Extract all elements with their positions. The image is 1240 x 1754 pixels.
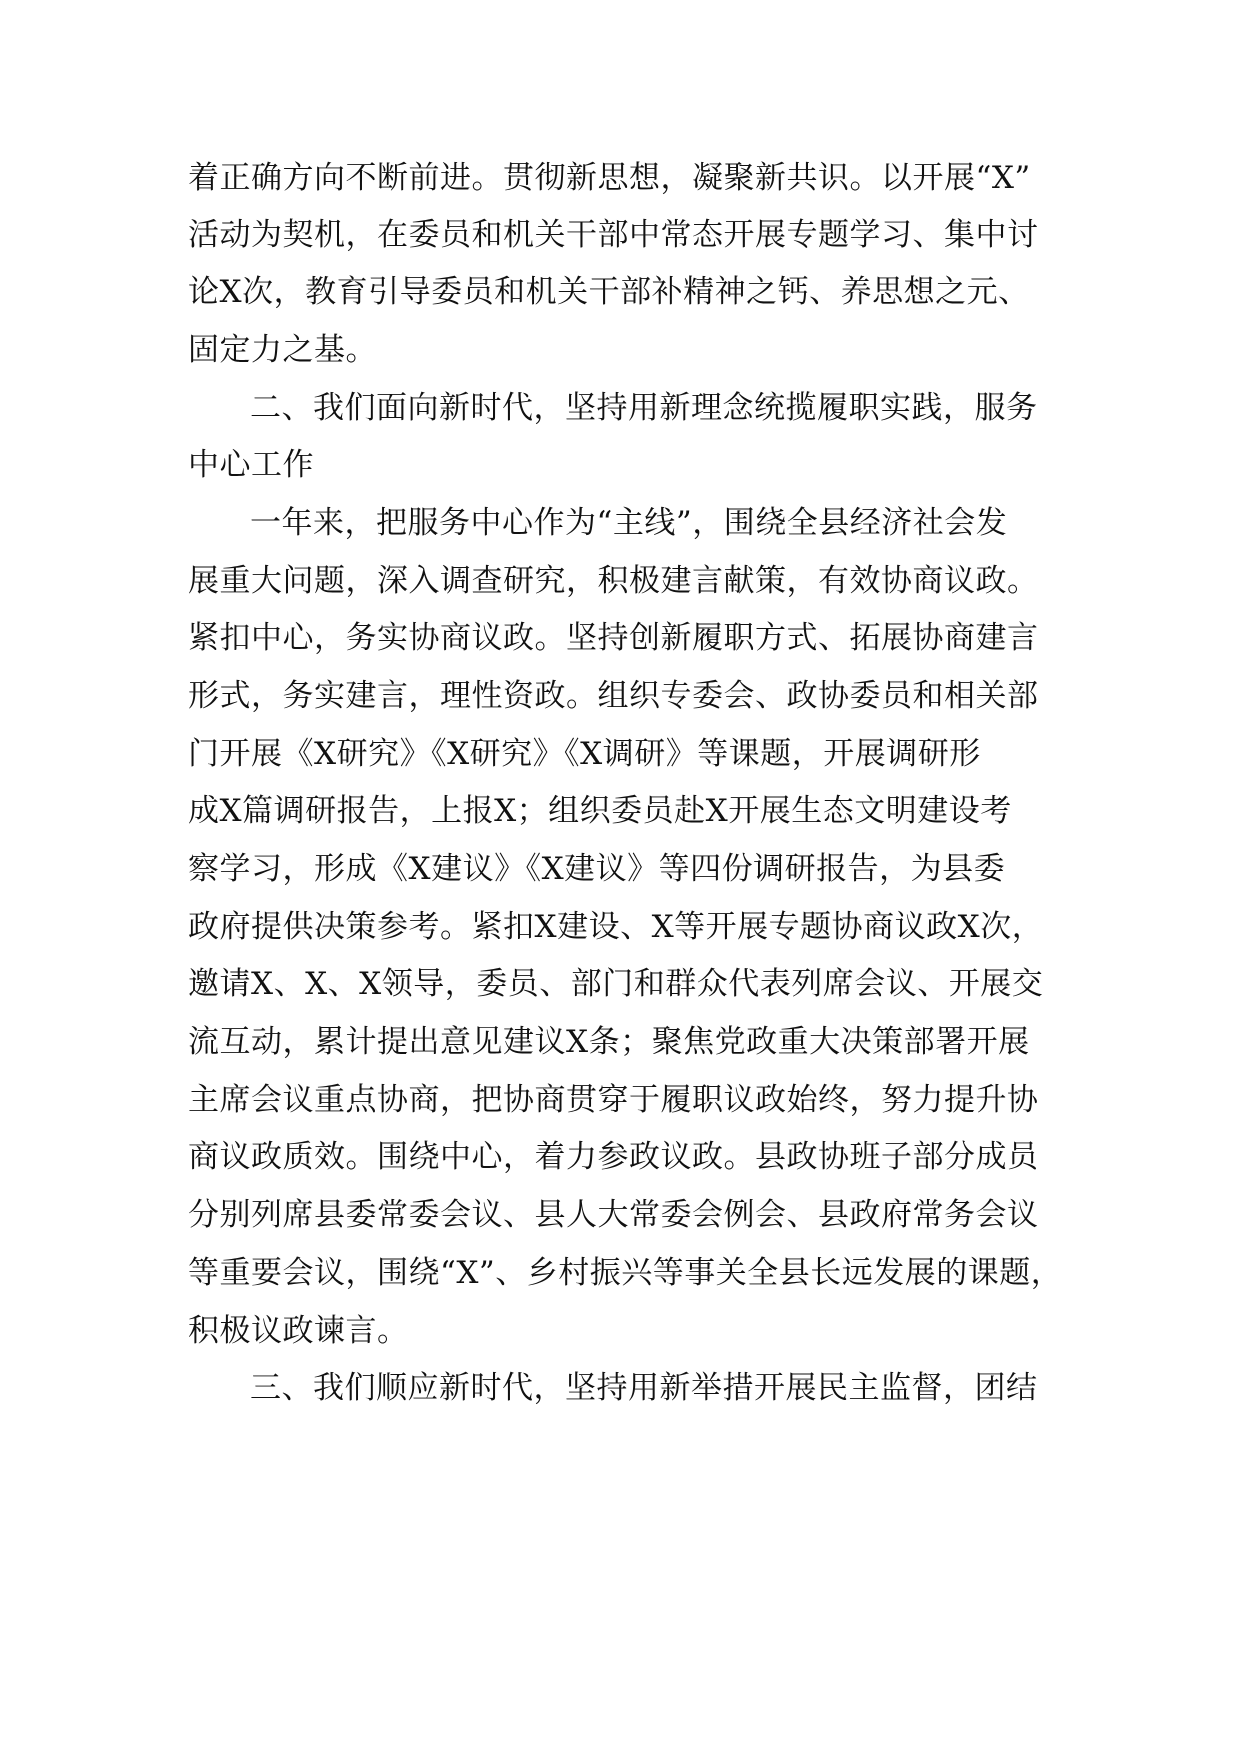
text-line: 活动为契机，在委员和机关干部中常态开展专题学习、集中讨 [188, 217, 1039, 253]
text-line: 一年来，把服务中心作为“主线”，围绕全县经济社会发 [250, 505, 1008, 541]
text-line: 积极议政谏言。 [188, 1313, 409, 1349]
text-line: 政府提供决策参考。紧扣X建设、X等开展专题协商议政X次， [188, 909, 1044, 945]
text-line: 门开展《X研究》《X研究》《X调研》等课题，开展调研形 [188, 736, 981, 772]
text-line: 邀请X、X、X领导，委员、部门和群众代表列席会议、开展交 [188, 966, 1044, 1002]
text-line: 成X篇调研报告，上报X；组织委员赴X开展生态文明建设考 [188, 793, 1012, 829]
text-line: 流互动，累计提出意见建议X条；聚焦党政重大决策部署开展 [188, 1024, 1030, 1060]
text-line: 固定力之基。 [188, 332, 377, 368]
text-line: 分别列席县委常委会议、县人大常委会例会、县政府常务会议 [188, 1197, 1039, 1233]
text-line: 察学习，形成《X建议》《X建议》等四份调研报告，为县委 [188, 851, 1006, 887]
text-line: 紧扣中心，务实协商议政。坚持创新履职方式、拓展协商建言 [188, 620, 1039, 656]
text-line: 商议政质效。围绕中心，着力参政议政。县政协班子部分成员 [188, 1139, 1039, 1175]
section-heading: 三、我们顺应新时代，坚持用新举措开展民主监督，团结 [250, 1370, 1038, 1406]
text-line: 主席会议重点协商，把协商贯穿于履职议政始终，努力提升协 [188, 1082, 1039, 1118]
text-line: 着正确方向不断前进。贯彻新思想，凝聚新共识。以开展“X” [188, 160, 1031, 196]
section-heading: 二、我们面向新时代，坚持用新理念统揽履职实践，服务 [250, 390, 1038, 426]
text-line: 展重大问题，深入调查研究，积极建言献策，有效协商议政。 [188, 563, 1039, 599]
text-line: 论X次，教育引导委员和机关干部补精神之钙、养思想之元、 [188, 274, 1030, 310]
text-line: 形式，务实建言，理性资政。组织专委会、政协委员和相关部 [188, 678, 1039, 714]
section-heading-continued: 中心工作 [188, 447, 314, 483]
text-line: 等重要会议，围绕“X”、乡村振兴等事关全县长远发展的课题， [188, 1255, 1063, 1291]
